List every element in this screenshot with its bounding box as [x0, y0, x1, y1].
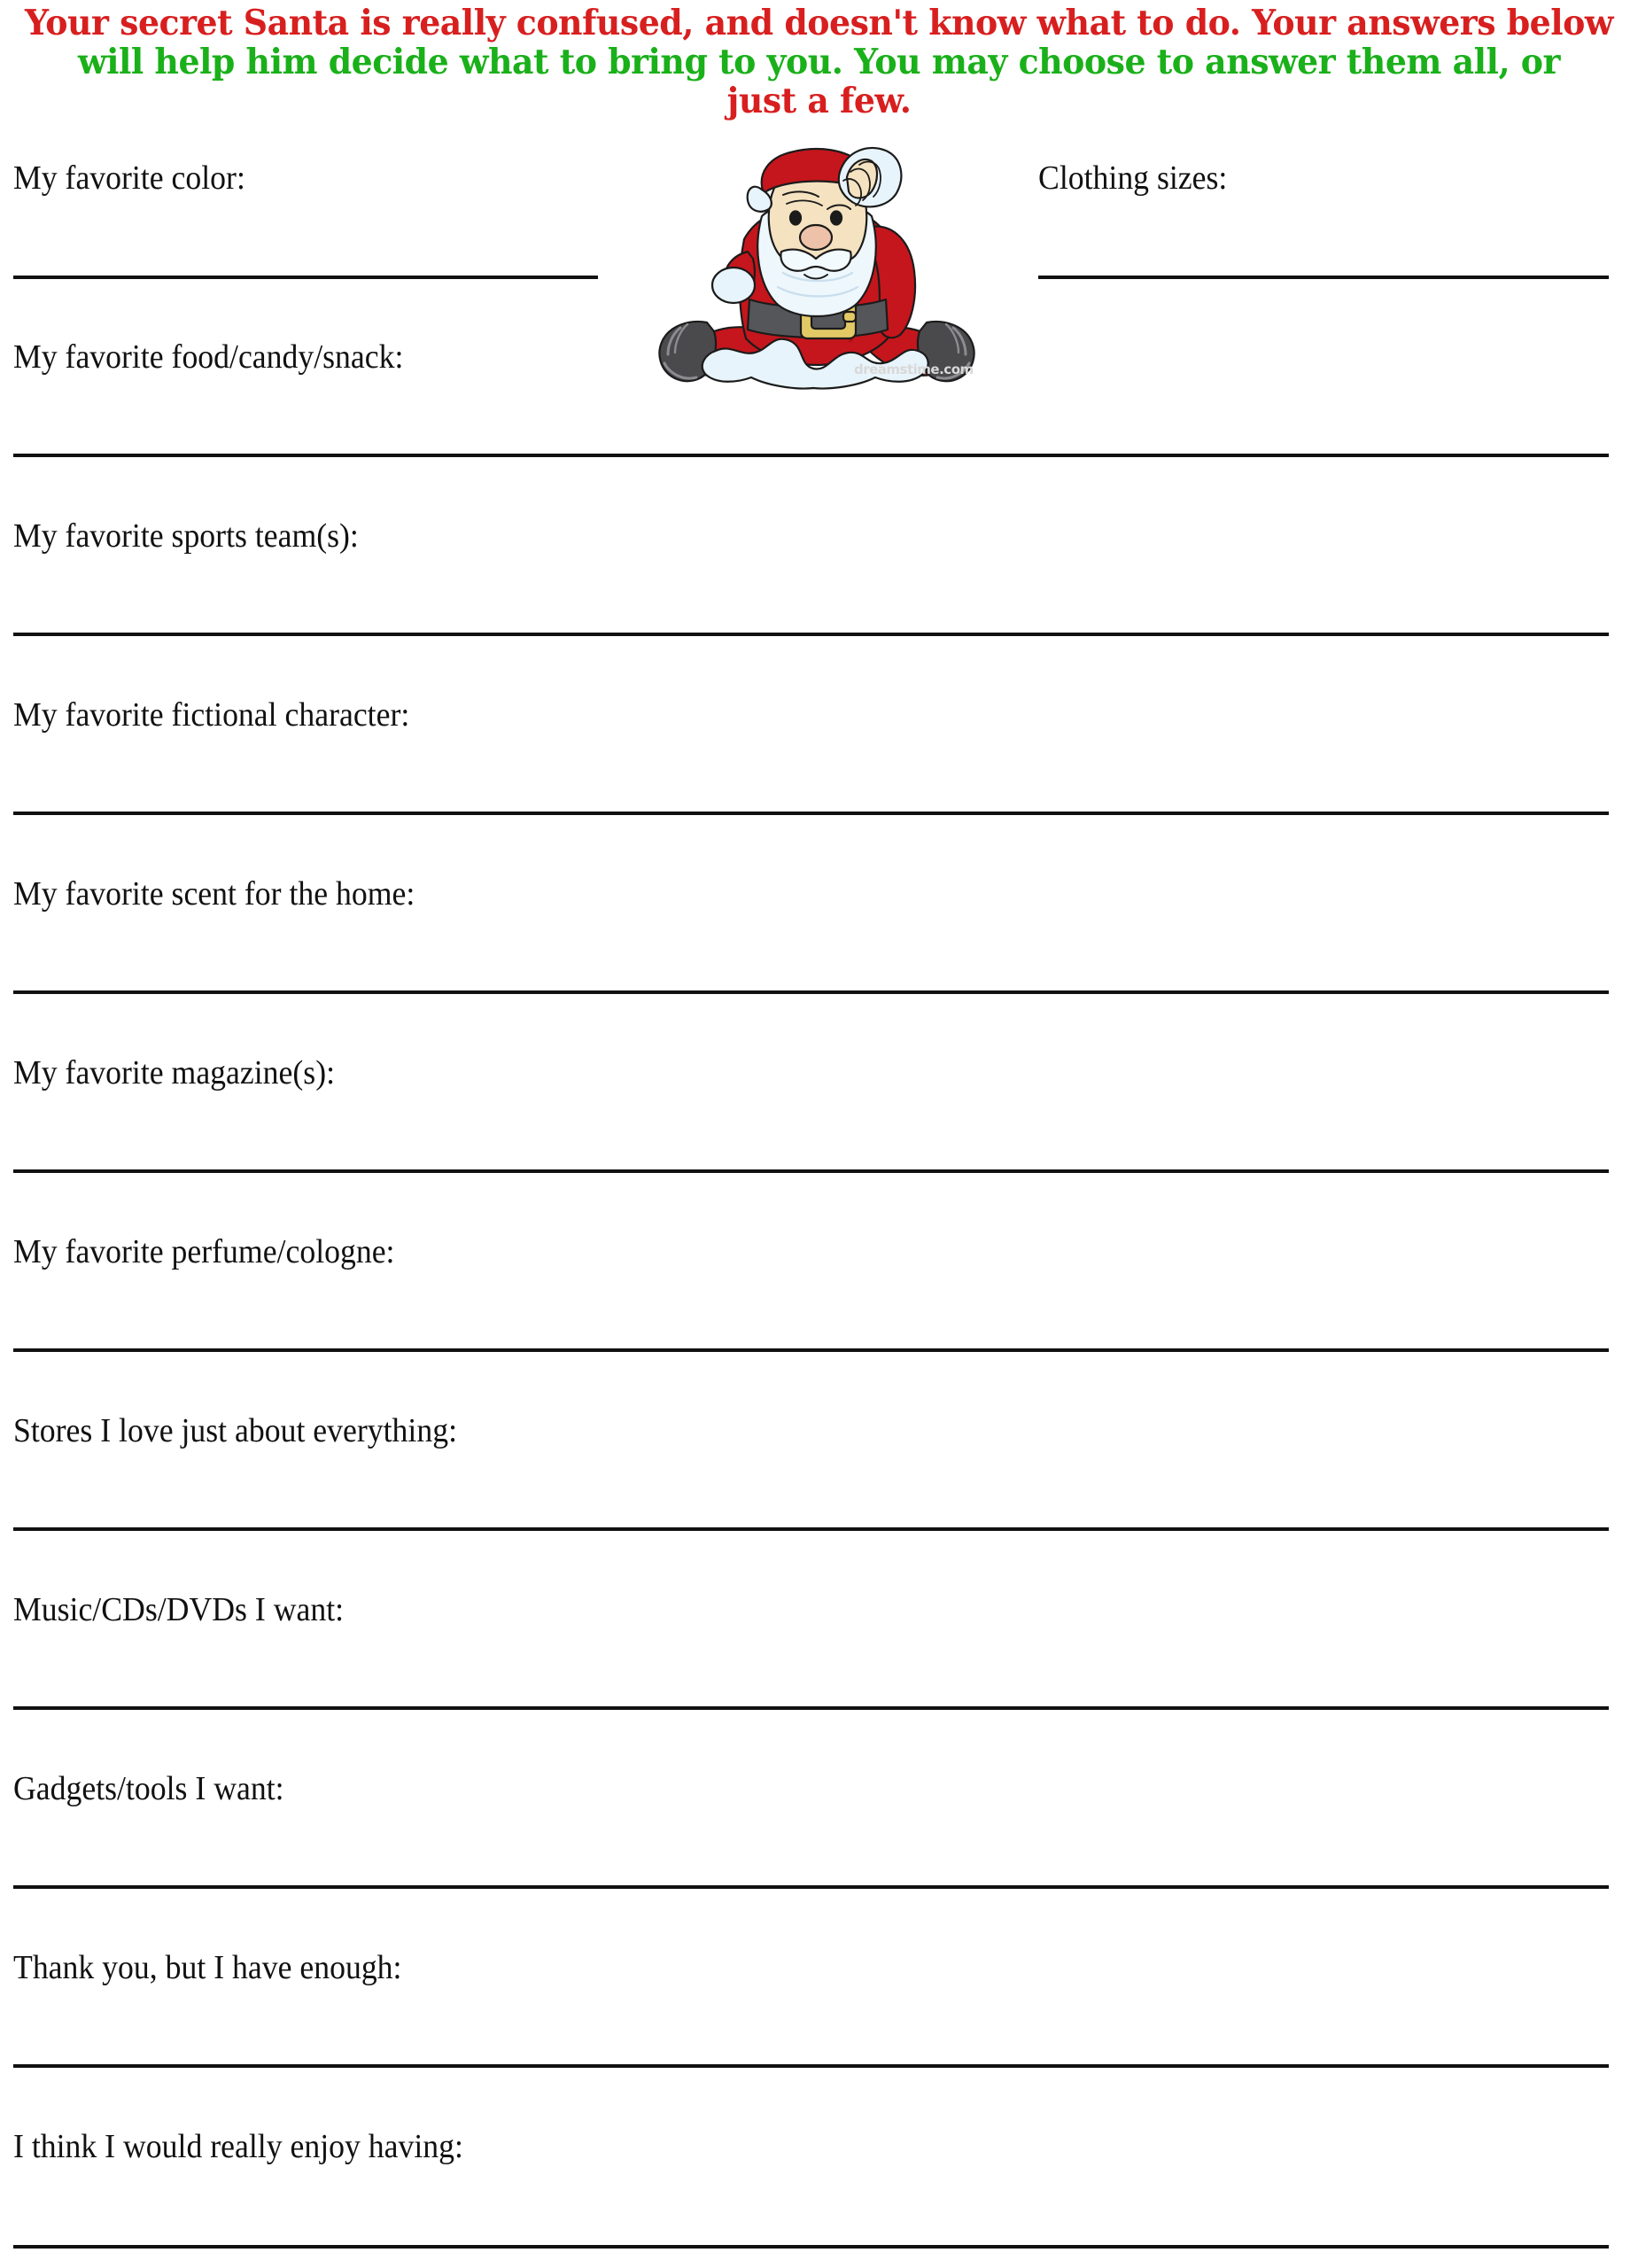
- field-label-have-enough: Thank you, but I have enough:: [13, 1949, 402, 1986]
- field-label-favorite-magazine: My favorite magazine(s):: [13, 1054, 336, 1091]
- header-line-3: just a few.: [726, 81, 912, 121]
- field-label-favorite-color: My favorite color:: [13, 159, 245, 197]
- field-label-gadgets-tools: Gadgets/tools I want:: [13, 1770, 284, 1807]
- answer-line-have-enough[interactable]: [13, 2064, 1609, 2068]
- field-label-favorite-perfume: My favorite perfume/cologne:: [13, 1233, 395, 1270]
- dreamstime-watermark: dreamstime.com: [854, 361, 974, 377]
- answer-line-favorite-magazine[interactable]: [13, 1169, 1609, 1173]
- answer-line-favorite-sports-team[interactable]: [13, 633, 1609, 636]
- field-label-favorite-sports-team: My favorite sports team(s):: [13, 517, 359, 555]
- field-label-favorite-scent: My favorite scent for the home:: [13, 875, 415, 913]
- answer-line-enjoy-having[interactable]: [13, 2245, 1609, 2249]
- field-label-favorite-stores: Stores I love just about everything:: [13, 1412, 457, 1449]
- field-label-favorite-fictional-character: My favorite fictional character:: [13, 696, 410, 734]
- answer-line-favorite-stores[interactable]: [13, 1527, 1609, 1531]
- answer-line-clothing-sizes[interactable]: [1038, 276, 1609, 279]
- answer-line-gadgets-tools[interactable]: [13, 1885, 1609, 1889]
- confused-santa-image: [631, 142, 1003, 394]
- field-label-music-cds-dvds: Music/CDs/DVDs I want:: [13, 1591, 345, 1628]
- answer-line-music-cds-dvds[interactable]: [13, 1706, 1609, 1710]
- header-line-2: will help him decide what to bring to you. You may choose to answer them all, or: [77, 42, 1561, 82]
- field-label-favorite-food: My favorite food/candy/snack:: [13, 338, 404, 376]
- answer-line-favorite-color[interactable]: [13, 276, 598, 279]
- header-line-1: Your secret Santa is really confused, and doesn't know what to do. Your answers below: [25, 3, 1613, 43]
- answer-line-favorite-scent[interactable]: [13, 990, 1609, 994]
- field-label-clothing-sizes: Clothing sizes:: [1038, 159, 1228, 197]
- field-label-enjoy-having: I think I would really enjoy having:: [13, 2128, 463, 2165]
- page-header: [0, 0, 1638, 120]
- answer-line-favorite-food[interactable]: [13, 454, 1609, 457]
- answer-line-favorite-fictional-character[interactable]: [13, 812, 1609, 815]
- answer-line-favorite-perfume[interactable]: [13, 1348, 1609, 1352]
